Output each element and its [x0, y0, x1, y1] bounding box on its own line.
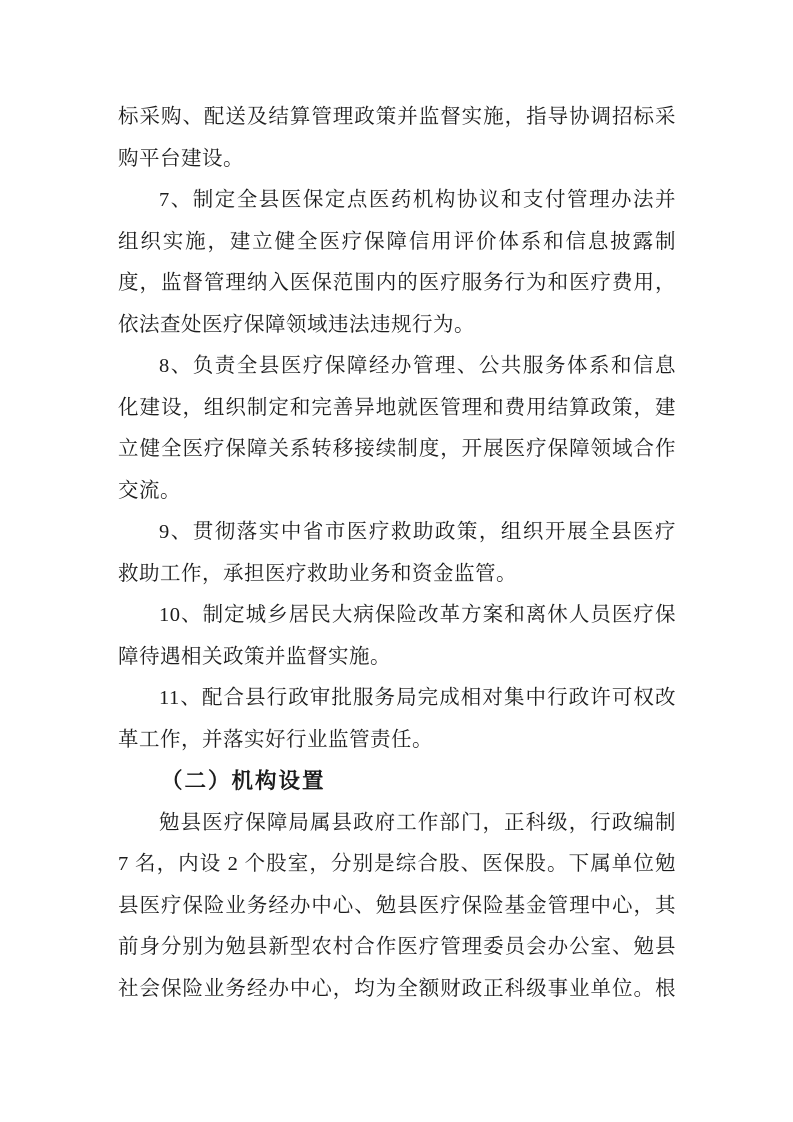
document-body [118, 97, 676, 1010]
text-line: 立健全医疗保障关系转移接续制度，开展医疗保障领域合作 [118, 438, 676, 460]
text-line: 8、负责全县医疗保障经办管理、公共服务体系和信息 [159, 355, 676, 377]
text-line: 交流。 [118, 479, 181, 502]
text-line: 前身分别为勉县新型农村合作医疗管理委员会办公室、勉县 [118, 936, 676, 958]
text-line: 11、配合县行政审批服务局完成相对集中行政许可权改 [159, 687, 676, 709]
text-line: 7 名，内设 2 个股室，分别是综合股、医保股。下属单位勉 [118, 853, 676, 875]
text-line: 10、制定城乡居民大病保险改革方案和离休人员医疗保 [159, 604, 676, 626]
text-line: 9、贯彻落实中省市医疗救助政策，组织开展全县医疗 [159, 521, 676, 543]
text-line: 度，监督管理纳入医保范围内的医疗服务行为和医疗费用， [118, 272, 676, 294]
text-line: 组织实施，建立健全医疗保障信用评价体系和信息披露制 [118, 230, 676, 253]
text-line: 救助工作，承担医疗救助业务和资金监管。 [118, 562, 517, 585]
text-line: 化建设，组织制定和完善异地就医管理和费用结算政策，建 [118, 396, 676, 419]
text-line: 依法查处医疗保障领域违法违规行为。 [118, 313, 475, 336]
text-line: 标采购、配送及结算管理政策并监督实施，指导协调招标采 [118, 106, 676, 128]
text-line: 社会保险业务经办中心，均为全额财政正科级事业单位。根 [118, 977, 676, 1000]
text-line: 勉县医疗保障局属县政府工作部门，正科级，行政编制 [159, 811, 676, 834]
text-line: 县医疗保险业务经办中心、勉县医疗保险基金管理中心，其 [118, 894, 676, 917]
text-line: 障待遇相关政策并监督实施。 [118, 645, 391, 668]
text-line: 7、制定全县医保定点医药机构协议和支付管理办法并 [159, 189, 676, 211]
text-line: 购平台建设。 [118, 147, 244, 170]
text-line: 革工作，并落实好行业监管责任。 [118, 728, 433, 751]
section-heading: （二）机构设置 [161, 769, 326, 793]
